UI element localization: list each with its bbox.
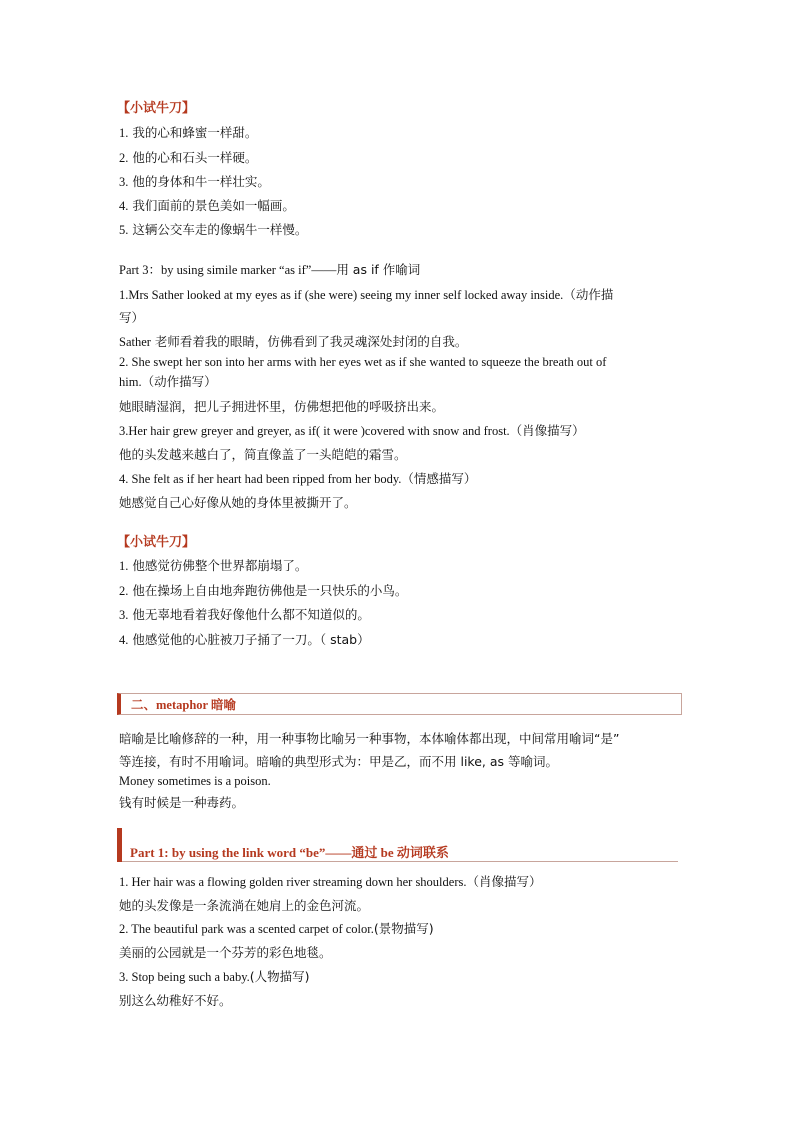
part1-example-2-en: 2. The beautiful park was a scented carpet of color.(景物描写) xyxy=(119,921,434,936)
part3-example-1-tag: 写） xyxy=(119,310,145,325)
part3-example-2-zh: 她眼睛湿润，把儿子拥进怀里，仿佛想把他的呼吸挤出来。 xyxy=(119,399,445,414)
part1-example-3-zh: 别这么幼稚好不好。 xyxy=(119,993,232,1008)
practice-item: 2. 他的心和石头一样硬。 xyxy=(119,150,258,165)
metaphor-description-line-1: 暗喻是比喻修辞的一种，用一种事物比喻另一种事物，本体喻体都出现，中间常用喻词“是” xyxy=(119,731,620,746)
part1-example-3-en: 3. Stop being such a baby.(人物描写) xyxy=(119,969,310,984)
metaphor-example-zh: 钱有时候是一种毒药。 xyxy=(119,795,245,810)
part1-underline xyxy=(122,861,678,862)
practice-item: 3. 他无辜地看着我好像他什么都不知道似的。 xyxy=(119,607,370,622)
part1-title: Part 1: by using the link word “be”——通过 be 动词联系 xyxy=(130,845,449,860)
part3-example-2-en-b: him.（动作描写） xyxy=(119,374,217,389)
section-title: 二、metaphor 暗喻 xyxy=(131,698,236,712)
practice-item: 2. 他在操场上自由地奔跑彷佛他是一只快乐的小鸟。 xyxy=(119,583,408,598)
part3-example-1-zh: Sather 老师看着我的眼睛，仿佛看到了我灵魂深处封闭的自我。 xyxy=(119,334,468,349)
part3-title: Part 3：by using simile marker “as if”——用 as if 作喻词 xyxy=(119,262,421,277)
part3-example-4-zh: 她感觉自己心好像从她的身体里被撕开了。 xyxy=(119,495,357,510)
practice-item: 5. 这辆公交车走的像蜗牛一样慢。 xyxy=(119,222,308,237)
practice-item: 4. 我们面前的景色美如一幅画。 xyxy=(119,198,295,213)
part3-example-1-en: 1.Mrs Sather looked at my eyes as if (she were) seeing my inner self locked away inside.（动作描 xyxy=(119,287,614,302)
metaphor-description-line-2: 等连接，有时不用喻词。暗喻的典型形式为：甲是乙，而不用 like, as 等喻词。 xyxy=(119,754,558,769)
practice-heading-1: 【小试牛刀】 xyxy=(117,101,196,116)
practice-item: 1. 他感觉彷佛整个世界都崩塌了。 xyxy=(119,558,308,573)
practice-item: 4. 他感觉他的心脏被刀子捅了一刀。（ stab） xyxy=(119,632,370,647)
part1-accent-bar xyxy=(117,828,122,862)
practice-heading-2: 【小试牛刀】 xyxy=(117,535,196,550)
practice-item: 1. 我的心和蜂蜜一样甜。 xyxy=(119,125,258,140)
part3-example-4-en: 4. She felt as if her heart had been ripped from her body.（情感描写） xyxy=(119,471,477,486)
part3-example-3-en: 3.Her hair grew greyer and greyer, as if( it were )covered with snow and frost.（肖像描写） xyxy=(119,423,585,438)
practice-item: 3. 他的身体和牛一样壮实。 xyxy=(119,174,270,189)
part3-example-3-zh: 他的头发越来越白了，简直像盖了一头皑皑的霜雪。 xyxy=(119,447,407,462)
part1-example-1-zh: 她的头发像是一条流淌在她肩上的金色河流。 xyxy=(119,898,370,913)
part1-example-1-en: 1. Her hair was a flowing golden river streaming down her shoulders.（肖像描写） xyxy=(119,874,542,889)
part1-example-2-zh: 美丽的公园就是一个芬芳的彩色地毯。 xyxy=(119,945,332,960)
section-header-metaphor xyxy=(117,693,682,715)
metaphor-example-en: Money sometimes is a poison. xyxy=(119,774,271,788)
part3-example-2-en: 2. She swept her son into her arms with her eyes wet as if she wanted to squeeze the breath out of xyxy=(119,355,607,369)
